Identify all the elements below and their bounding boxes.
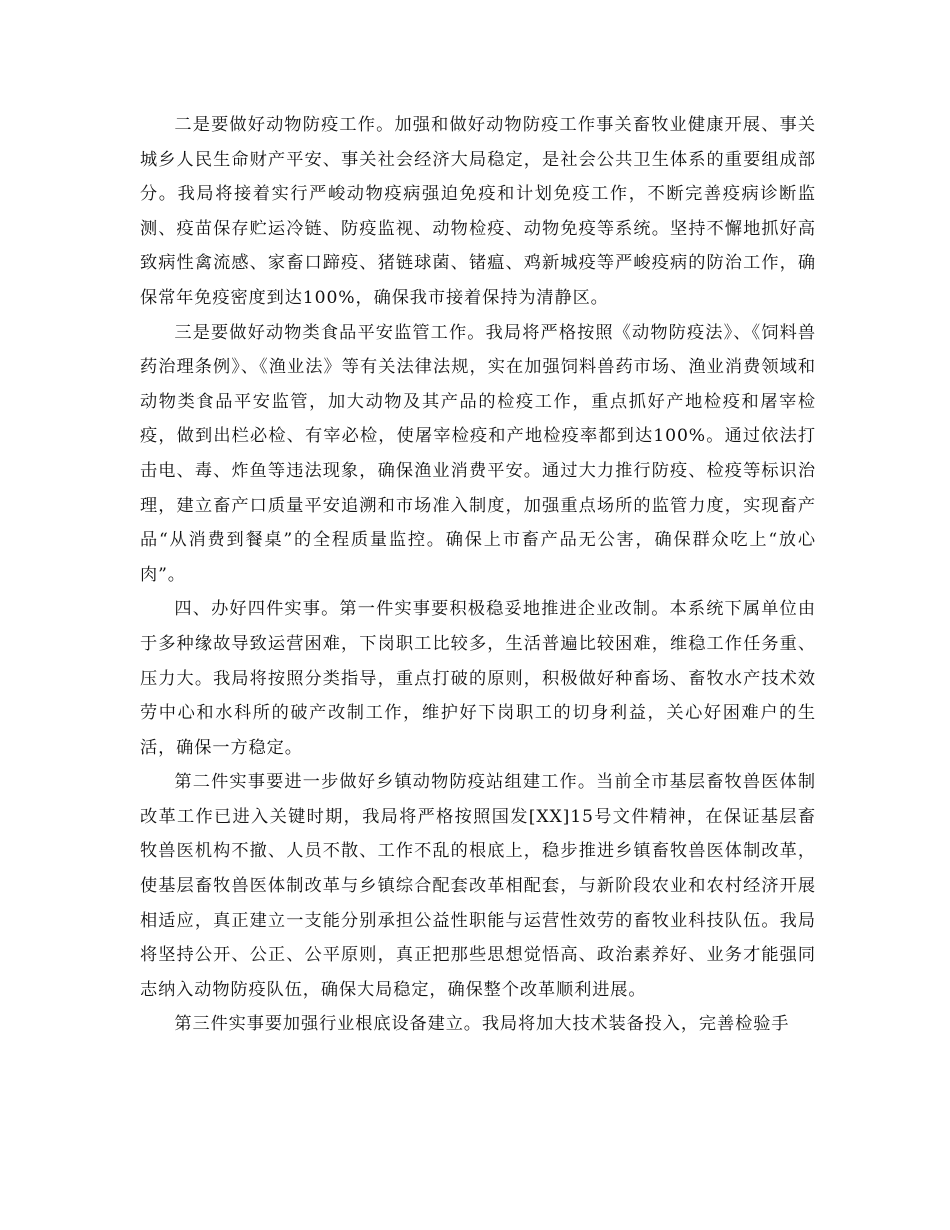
paragraph-third-task-infrastructure: 第三件实事要加强行业根底设备建立。我局将加大技术装备投入，完善检验手 <box>174 1014 790 1035</box>
paragraph-food-safety-supervision: 三是要做好动物类食品平安监管工作。我局将严格按照《动物防疫法》、《饲料兽药治理条例》、《渔业法》等有关法律法规，实在加强饲料兽药市场、渔业消费领域和动物类食品平安监管，加大动物及其产品的检疫工作，重点抓好产地检疫和屠宰检疫，做到出栏必检、有宰必检，使屠宰检疫和产地检疫率都到达100%。通过依法打击电、毒、炸鱼等违法现象，确保渔业消费平安。通过大力推行防疫、检疫等标识治理，建立畜产口质量平安追溯和市场准入制度，加强重点场所的监管力度，实现畜产品“从消费到餐桌”的全程质量监控。确保上市畜产品无公害，确保群众吃上“放心肉”。 <box>140 322 816 585</box>
paragraph-animal-epidemic-prevention: 二是要做好动物防疫工作。加强和做好动物防疫工作事关畜牧业健康开展、事关城乡人民生命财产平安、事关社会经济大局稳定，是社会公共卫生体系的重要组成部分。我局将接着实行严峻动物疫病强迫免疫和计划免疫工作，不断完善疫病诊断监测、疫苗保存贮运冷链、防疫监视、动物检疫、动物免疫等系统。坚持不懈地抓好高致病性禽流感、家畜口蹄疫、猪链球菌、锗瘟、鸡新城疫等严峻疫病的防治工作，确保常年免疫密度到达100%，确保我市接着保持为清静区。 <box>140 115 816 308</box>
paragraph-second-task-township-stations: 第二件实事要进一步做好乡镇动物防疫站组建工作。当前全市基层畜牧兽医体制改革工作已进入关键时期，我局将严格按照国发[XX]15号文件精神，在保证基层畜牧兽医机构不撤、人员不散、工作不乱的根底上，稳步推进乡镇畜牧兽医体制改革，使基层畜牧兽医体制改革与乡镇综合配套改革相配套，与新阶段农业和农村经济开展相适应，真正建立一支能分别承担公益性职能与运营性效劳的畜牧业科技队伍。我局将坚持公开、公正、公平原则，真正把那些思想觉悟高、政治素养好、业务才能强同志纳入动物防疫队伍，确保大局稳定，确保整个改革顺利进展。 <box>140 772 816 1000</box>
document-body <box>140 108 816 1042</box>
paragraph-four-practical-tasks: 四、办好四件实事。第一件实事要积极稳妥地推进企业改制。本系统下属单位由于多种缘故导致运营困难，下岗职工比较多，生活普遍比较困难，维稳工作任务重、压力大。我局将按照分类指导，重点打破的原则，积极做好种畜场、畜牧水产技术效劳中心和水科所的破产改制工作，维护好下岗职工的切身利益，关心好困难户的生活，确保一方稳定。 <box>140 599 816 758</box>
